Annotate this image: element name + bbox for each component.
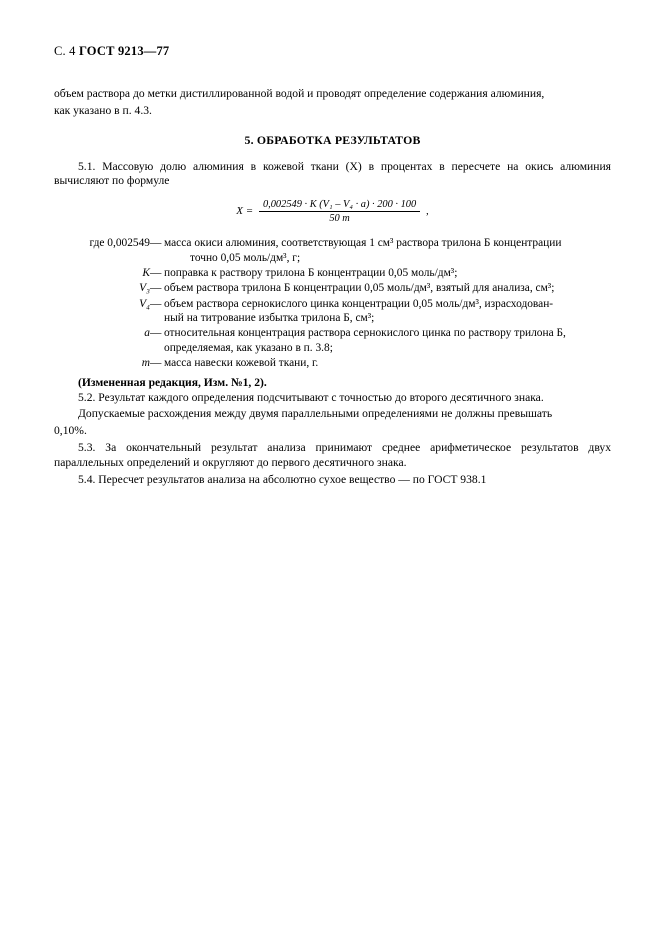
formula-block: [54, 199, 611, 224]
clause-5-1: 5.1. Массовую долю алюминия в кожевой ткани (X) в процентах в пересчете на окись алюминия вычисляют по формуле: [54, 159, 611, 188]
definition-desc-0: [164, 236, 611, 266]
page-number: С. 4: [54, 44, 76, 58]
definitions-lead: где 0,002549: [89, 237, 150, 250]
definition-text-4: относительная концентрация раствора сернокислого цинка по раствору трилона Б,: [164, 327, 566, 340]
clause-5-2-line3: 0,10%.: [54, 424, 87, 438]
definition-desc-5: [164, 356, 611, 371]
definition-symbol-5: m: [141, 357, 150, 370]
table-row: [54, 326, 611, 356]
formula-lhs: X =: [236, 205, 254, 218]
definition-symbol-3: V₄: [139, 297, 150, 310]
definition-symbol-2: V₃: [139, 282, 150, 295]
formula-denominator: 50 m: [329, 213, 350, 225]
dash-4: —: [150, 327, 162, 340]
formula-expression: [236, 199, 428, 224]
definition-cont-4: определяемая, как указано в п. 3.8;: [164, 341, 333, 354]
dash-2: —: [150, 282, 162, 295]
definition-desc-4: [164, 326, 611, 356]
clause-5-2-line1: 5.2. Результат каждого определения подсчитывают с точностью до второго десятичного знака.: [78, 390, 544, 404]
dash-0: —: [150, 237, 162, 250]
table-row: [54, 356, 611, 371]
definition-cont-0: точно 0,05 моль/дм³, г;: [190, 251, 301, 264]
dash-5: —: [150, 357, 162, 370]
table-row: [54, 297, 611, 327]
definition-desc-3: [164, 297, 611, 327]
clause-5-3: 5.3. За окончательный результат анализа принимают среднее арифметическое результатов двух параллельных определений и округляют до первого десятичного знака.: [54, 441, 611, 469]
definition-text-3: объем раствора сернокислого цинка концентрации 0,05 моль/дм³, израсходован-: [164, 297, 554, 310]
definition-text-5: масса навески кожевой ткани, г.: [164, 357, 319, 370]
definition-desc-2: [164, 281, 611, 296]
edition-note: (Измененная редакция, Изм. №1, 2).: [78, 375, 267, 389]
clause-5-2-line2: Допускаемые расхождения между двумя параллельными определениями не должны превышать: [78, 407, 553, 421]
standard-number: ГОСТ 9213—77: [78, 44, 170, 58]
section-heading: 5. ОБРАБОТКА РЕЗУЛЬТАТОВ: [244, 132, 421, 147]
formula-numerator: 0,002549 · K (V₁ – V₄ · a) · 200 · 100: [259, 199, 420, 212]
dash-1: —: [150, 267, 162, 280]
table-row: [54, 281, 611, 296]
intro-paragraph-line2: как указано в п. 4.3.: [54, 103, 152, 117]
intro-paragraph-line1: объем раствора до метки дистиллированной водой и проводят определение содержания алюминия,: [54, 87, 545, 100]
formula-trailing-comma: ,: [425, 205, 429, 218]
definition-text-0: масса окиси алюминия, соответствующая 1 см³ раствора трилона Б концентрации: [164, 237, 562, 250]
definition-cont-3: ный на титрование избытка трилона Б, см³;: [164, 312, 375, 325]
symbol-definitions-table: [54, 236, 611, 371]
table-row: [54, 236, 611, 266]
definition-symbol-1: K: [142, 267, 150, 280]
definition-text-2: объем раствора трилона Б концентрации 0,05 моль/дм³, взятый для анализа, см³;: [164, 282, 555, 295]
page-header: [54, 44, 611, 59]
definition-desc-1: [164, 266, 611, 281]
formula-fraction: [259, 199, 420, 224]
definition-symbol-4: a: [144, 327, 150, 340]
clause-5-4: 5.4. Пересчет результатов анализа на абсолютно сухое вещество — по ГОСТ 938.1: [78, 472, 487, 486]
table-row: [54, 266, 611, 281]
definition-text-1: поправка к раствору трилона Б концентрации 0,05 моль/дм³;: [164, 267, 458, 280]
dash-3: —: [150, 297, 162, 310]
